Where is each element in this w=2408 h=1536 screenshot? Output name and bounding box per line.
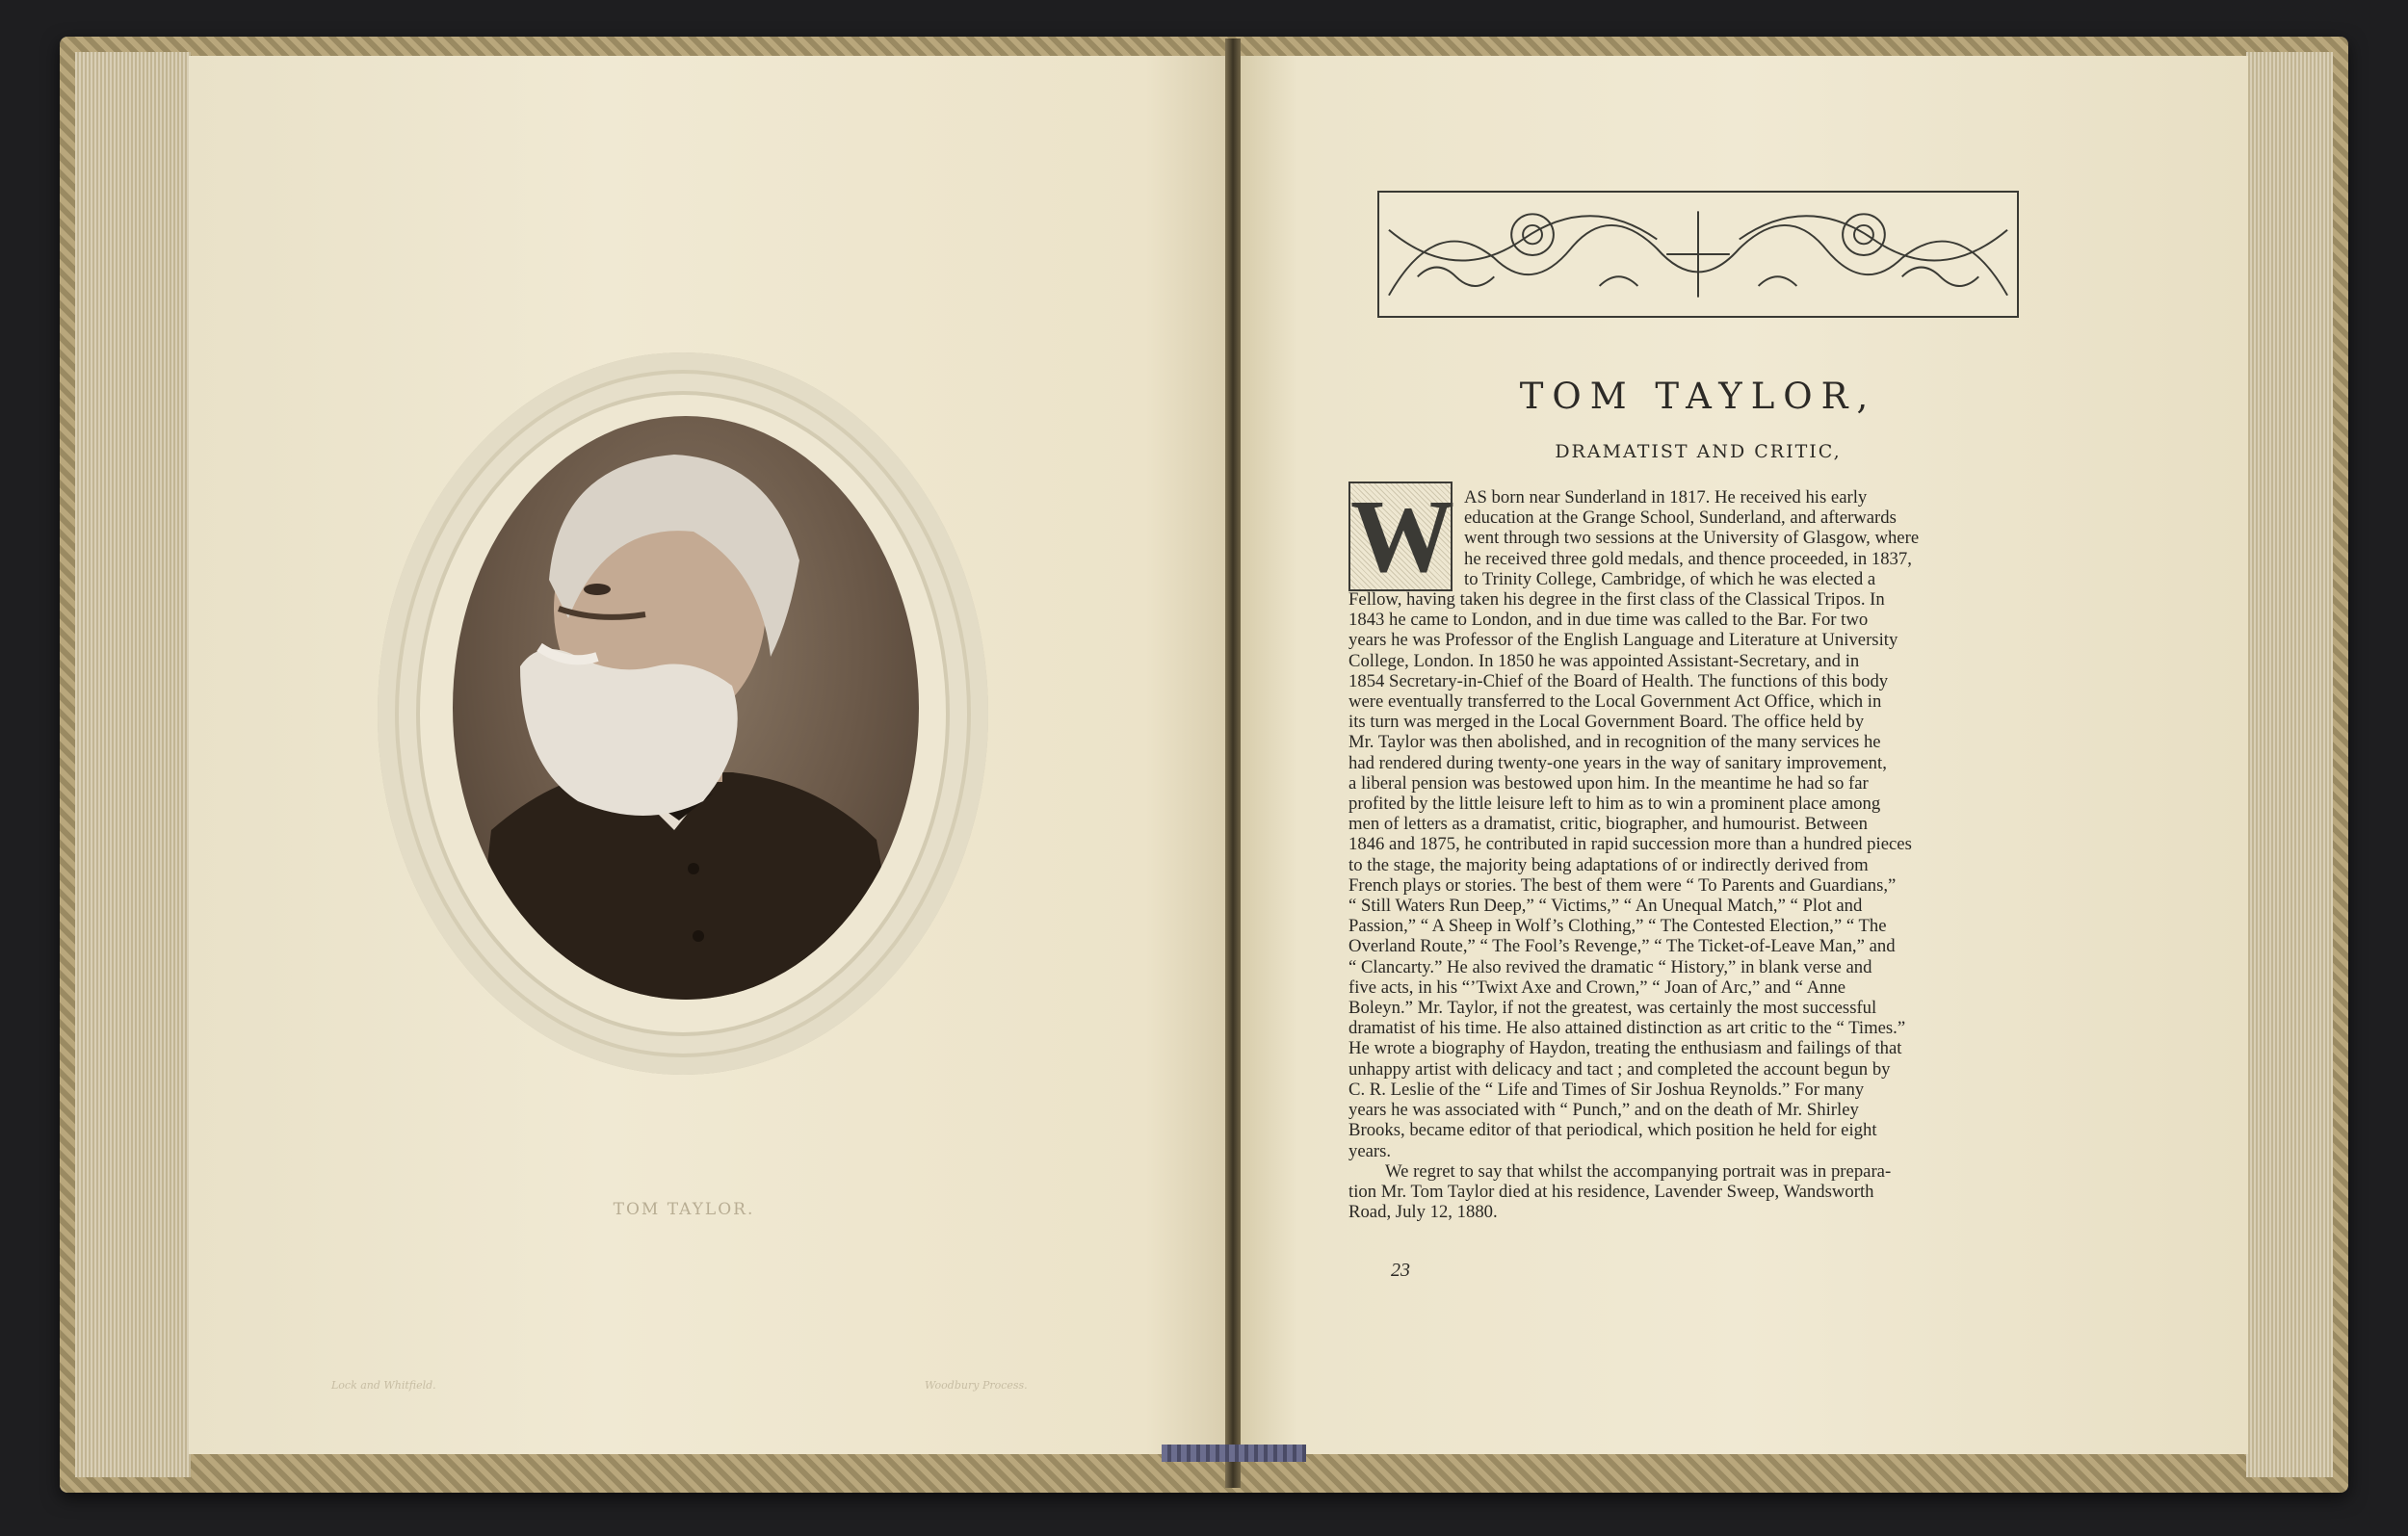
text-line: Passion,” “ A Sheep in Wolf’s Clothing,” “ The Contested Election,” “ The <box>1348 916 1887 937</box>
text-line: “ Still Waters Run Deep,” “ Victims,” “ An Unequal Match,” “ Plot and <box>1348 896 1863 917</box>
text-line: had rendered during twenty-one years in the way of sanitary improvement, <box>1348 752 1887 773</box>
text-line: to Trinity College, Cambridge, of which he was elected a <box>1464 568 1876 589</box>
text-line: 1854 Secretary-in-Chief of the Board of Health. The functions of this body <box>1348 670 1889 691</box>
text-line: years he was Professor of the English Language and Literature at University <box>1348 630 1898 651</box>
ornamental-headpiece <box>1377 191 2019 318</box>
text-line: to the stage, the majority being adaptations of or indirectly derived from <box>1348 854 1869 875</box>
text-line: were eventually transferred to the Local Government Act Office, which in <box>1348 691 1882 713</box>
text-line: Boleyn.” Mr. Taylor, if not the greatest, was certainly the most successful <box>1348 998 1877 1019</box>
text-line: unhappy artist with delicacy and tact ; and completed the account begun by <box>1348 1058 1891 1080</box>
text-line: a liberal pension was bestowed upon him. In the meantime he had so far <box>1348 772 1869 794</box>
text-line: years he was associated with “ Punch,” and on the death of Mr. Shirley <box>1348 1100 1859 1121</box>
text-line: he received three gold medals, and thence proceeded, in 1837, <box>1464 548 1912 569</box>
text-line: went through two sessions at the University of Glasgow, where <box>1464 528 1920 549</box>
text-line: Brooks, became editor of that periodical, which position he held for eight <box>1348 1120 1877 1141</box>
text-line: men of letters as a dramatist, critic, biographer, and humourist. Between <box>1348 814 1868 835</box>
text-line: He wrote a biography of Haydon, treating the enthusiasm and failings of that <box>1348 1038 1902 1059</box>
engraver-credit: Lock and Whitfield. <box>331 1379 436 1392</box>
text-line: 1846 and 1875, he contributed in rapid succession more than a hundred pieces <box>1348 834 1912 855</box>
text-line: profited by the little leisure left to him as to win a prominent place among <box>1348 794 1881 815</box>
text-line: “ Clancarty.” He also revived the dramatic “ History,” in blank verse and <box>1348 956 1872 977</box>
page-edges-right <box>2246 52 2333 1477</box>
book-gutter <box>1225 39 1241 1488</box>
text-line: 1843 he came to London, and in due time was called to the Bar. For two <box>1348 610 1869 631</box>
page-edges-left <box>75 52 191 1477</box>
bookmark-ribbon <box>1162 1445 1306 1462</box>
drop-cap-letter: W <box>1350 480 1454 594</box>
process-credit: Woodbury Process. <box>925 1379 1028 1392</box>
plate-caption: TOM TAYLOR. <box>613 1200 755 1219</box>
text-line: Mr. Taylor was then abolished, and in recognition of the many services he <box>1348 732 1881 753</box>
text-line: education at the Grange School, Sunderland, and afterwards <box>1464 508 1897 529</box>
text-line: Overland Route,” “ The Fool’s Revenge,” “ The Ticket-of-Leave Man,” and <box>1348 936 1896 957</box>
text-line: We regret to say that whilst the accompanying portrait was in prepara- <box>1385 1160 1892 1182</box>
text-line: dramatist of his time. He also attained distinction as art critic to the “ Times.” <box>1348 1018 1906 1039</box>
text-line: its turn was merged in the Local Government Board. The office held by <box>1348 712 1865 733</box>
page-number: 23 <box>1391 1260 1410 1281</box>
text-line: Fellow, having taken his degree in the first class of the Classical Tripos. In <box>1348 589 1885 611</box>
article-subtitle: DRAMATIST AND CRITIC, <box>1555 441 1842 462</box>
text-line: tion Mr. Tom Taylor died at his residence, Lavender Sweep, Wandsworth <box>1348 1181 1874 1202</box>
text-line: Road, July 12, 1880. <box>1348 1202 1498 1223</box>
article-title: TOM TAYLOR, <box>1519 376 1877 417</box>
text-line: years. <box>1348 1140 1392 1161</box>
article-body <box>1348 487 2044 1222</box>
text-line: College, London. In 1850 he was appointed Assistant-Secretary, and in <box>1348 650 1860 671</box>
text-line: C. R. Leslie of the “ Life and Times of Sir Joshua Reynolds.” For many <box>1348 1079 1865 1100</box>
text-line: French plays or stories. The best of them were “ To Parents and Guardians,” <box>1348 874 1897 896</box>
portrait-photograph <box>453 416 919 1000</box>
text-line: five acts, in his “’Twixt Axe and Crown,” “ Joan of Arc,” and “ Anne <box>1348 976 1846 998</box>
text-line: AS born near Sunderland in 1817. He received his early <box>1464 487 1868 508</box>
